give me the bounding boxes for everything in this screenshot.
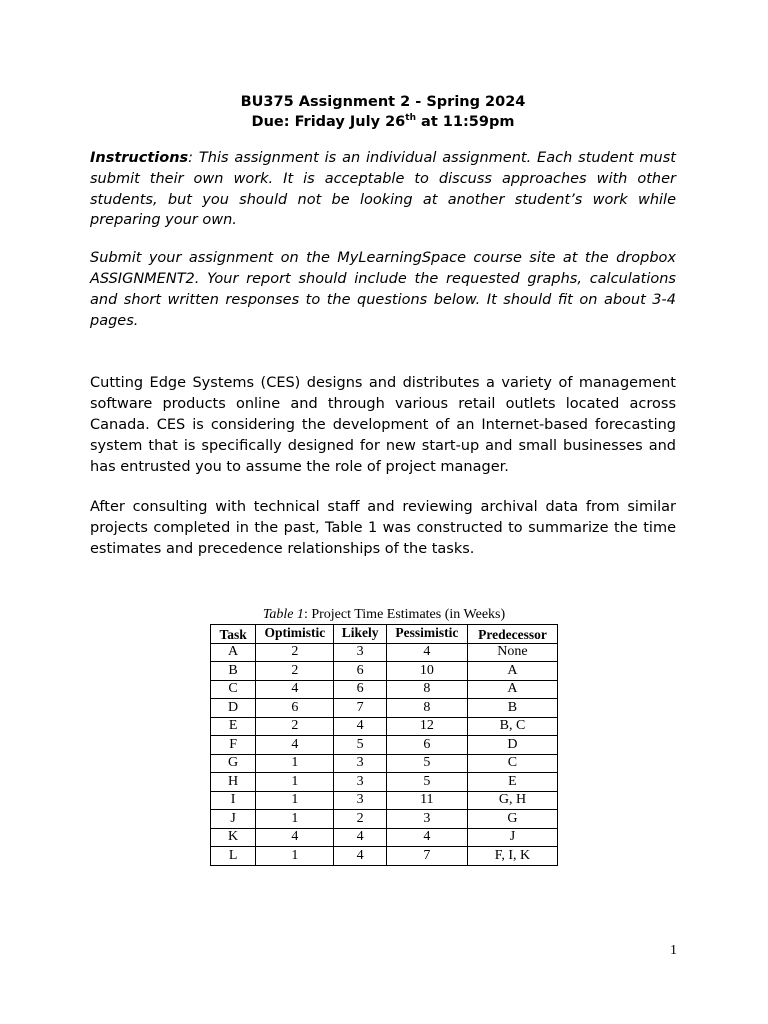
cell-predecessor: B bbox=[467, 699, 557, 718]
cell-optimistic: 4 bbox=[256, 828, 334, 847]
table-row bbox=[211, 773, 558, 792]
table-row bbox=[211, 754, 558, 773]
cell-likely: 6 bbox=[334, 680, 386, 699]
header-optimistic: Optimistic bbox=[256, 625, 334, 644]
cell-optimistic: 4 bbox=[256, 736, 334, 755]
cell-optimistic: 1 bbox=[256, 791, 334, 810]
cell-likely: 4 bbox=[334, 717, 386, 736]
cell-likely: 4 bbox=[334, 828, 386, 847]
table-header-row bbox=[211, 625, 558, 644]
cell-task: B bbox=[211, 662, 256, 681]
cell-pessimistic: 11 bbox=[386, 791, 467, 810]
cell-predecessor: F, I, K bbox=[467, 847, 557, 866]
cell-pessimistic: 12 bbox=[386, 717, 467, 736]
header-pessimistic: Pessimistic bbox=[386, 625, 467, 644]
cell-predecessor: J bbox=[467, 828, 557, 847]
table-row bbox=[211, 717, 558, 736]
cell-task: H bbox=[211, 773, 256, 792]
table-row bbox=[211, 699, 558, 718]
due-date-time: at 11:59pm bbox=[415, 114, 515, 130]
cell-optimistic: 1 bbox=[256, 847, 334, 866]
cell-task: G bbox=[211, 754, 256, 773]
table-row bbox=[211, 810, 558, 829]
cell-pessimistic: 4 bbox=[386, 643, 467, 662]
cell-pessimistic: 5 bbox=[386, 773, 467, 792]
cell-pessimistic: 5 bbox=[386, 754, 467, 773]
cell-optimistic: 4 bbox=[256, 680, 334, 699]
header-task: Task bbox=[211, 625, 256, 644]
table-row bbox=[211, 662, 558, 681]
page-number: 1 bbox=[670, 943, 677, 958]
table-container bbox=[210, 606, 558, 866]
cell-predecessor: B, C bbox=[467, 717, 557, 736]
cell-pessimistic: 8 bbox=[386, 699, 467, 718]
time-estimates-table bbox=[210, 624, 558, 866]
cell-optimistic: 2 bbox=[256, 643, 334, 662]
cell-predecessor: G, H bbox=[467, 791, 557, 810]
cell-likely: 6 bbox=[334, 662, 386, 681]
submission-dash: - bbox=[661, 291, 667, 308]
table-row bbox=[211, 847, 558, 866]
cell-likely: 3 bbox=[334, 791, 386, 810]
cell-optimistic: 1 bbox=[256, 754, 334, 773]
cell-pessimistic: 6 bbox=[386, 736, 467, 755]
cell-likely: 7 bbox=[334, 699, 386, 718]
cell-predecessor: G bbox=[467, 810, 557, 829]
cell-predecessor: A bbox=[467, 680, 557, 699]
cell-task: A bbox=[211, 643, 256, 662]
table-row bbox=[211, 736, 558, 755]
cell-optimistic: 1 bbox=[256, 773, 334, 792]
submission-text-end: 4 pages. bbox=[90, 291, 676, 329]
table-row bbox=[211, 791, 558, 810]
due-date-suffix-sup: th bbox=[405, 113, 416, 124]
table-row bbox=[211, 680, 558, 699]
cell-task: K bbox=[211, 828, 256, 847]
cell-likely: 3 bbox=[334, 754, 386, 773]
cell-task: L bbox=[211, 847, 256, 866]
table-row bbox=[211, 828, 558, 847]
cell-likely: 2 bbox=[334, 810, 386, 829]
cell-task: D bbox=[211, 699, 256, 718]
ces-paragraph: Cutting Edge Systems (CES) designs and distributes a variety of management software products online and through various retail outlets located across Canada. CES is considering the development of an Internet-based forecasting system that is specifically designed for new start-up and small businesses and has entrusted you to assume the role of project manager. bbox=[90, 375, 676, 475]
table-row bbox=[211, 643, 558, 662]
cell-predecessor: E bbox=[467, 773, 557, 792]
cell-pessimistic: 4 bbox=[386, 828, 467, 847]
table-caption-label: Table 1 bbox=[262, 607, 304, 622]
table-caption-text: : Project Time Estimates (in Weeks) bbox=[303, 607, 506, 622]
cell-task: C bbox=[211, 680, 256, 699]
cell-pessimistic: 3 bbox=[386, 810, 467, 829]
cell-likely: 3 bbox=[334, 773, 386, 792]
cell-task: J bbox=[211, 810, 256, 829]
assignment-title: BU375 Assignment 2 - Spring 2024 bbox=[240, 94, 526, 110]
cell-task: I bbox=[211, 791, 256, 810]
cell-task: F bbox=[211, 736, 256, 755]
cell-optimistic: 2 bbox=[256, 662, 334, 681]
submission-text: Submit your assignment on the MyLearningSpace course site at the dropbox ASSIGNMENT2. Your report should include the requested graphs, calculations and short written responses to the questions below. It should fit on about 3 bbox=[90, 250, 676, 308]
cell-pessimistic: 7 bbox=[386, 847, 467, 866]
cell-predecessor: C bbox=[467, 754, 557, 773]
cell-predecessor: None bbox=[467, 643, 557, 662]
cell-task: E bbox=[211, 717, 256, 736]
cell-likely: 4 bbox=[334, 847, 386, 866]
instructions-text: : This assignment is an individual assignment. Each student must submit their own work. It is acceptable to discuss approaches with other students, but you should not be looking at another student’s work while preparing your own. bbox=[90, 150, 676, 229]
header-predecessor: Predecessor bbox=[467, 625, 557, 644]
due-date bbox=[90, 112, 676, 132]
cell-pessimistic: 8 bbox=[386, 680, 467, 699]
cell-likely: 5 bbox=[334, 736, 386, 755]
cell-optimistic: 2 bbox=[256, 717, 334, 736]
submission-paragraph bbox=[90, 248, 676, 331]
table-caption bbox=[210, 606, 558, 624]
table-intro-paragraph: After consulting with technical staff and reviewing archival data from similar projects completed in the past, Table 1 was constructed to summarize the time estimates and precedence relationships of the tasks. bbox=[90, 499, 676, 557]
instructions-label: Instructions bbox=[90, 150, 189, 166]
cell-likely: 3 bbox=[334, 643, 386, 662]
cell-optimistic: 6 bbox=[256, 699, 334, 718]
cell-predecessor: A bbox=[467, 662, 557, 681]
cell-optimistic: 1 bbox=[256, 810, 334, 829]
cell-predecessor: D bbox=[467, 736, 557, 755]
cell-pessimistic: 10 bbox=[386, 662, 467, 681]
due-date-prefix: Due: Friday July 26 bbox=[251, 114, 406, 130]
header-likely: Likely bbox=[334, 625, 386, 644]
instructions-paragraph bbox=[90, 148, 676, 231]
document-page bbox=[90, 92, 676, 560]
